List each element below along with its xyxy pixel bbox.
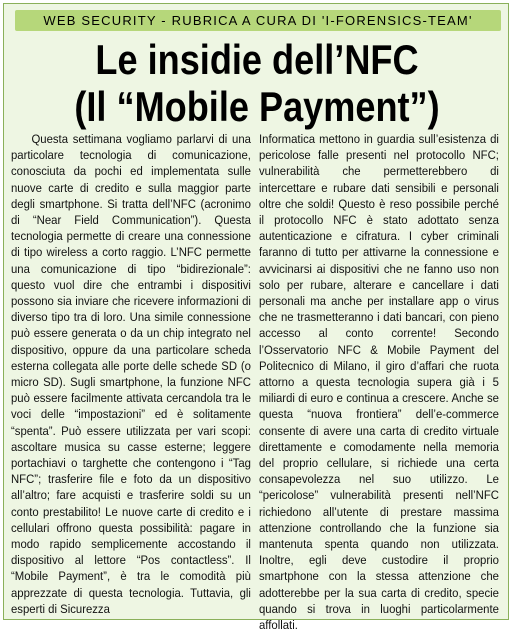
article-title: Le insidie dell’NFC xyxy=(95,36,419,83)
article-column-left xyxy=(11,131,251,617)
article-text-left: Questa settimana vogliamo parlarvi di una particolare tecnologia di comunicazione, conosciuta da pochi ed implementata sulle nuove carte di credito e sulla maggior parte degli smartphone. Si tratta dell’NFC (acronimo di “Near Field Communication”). Questa tecnologia permette di creare una connessione di tipo wireless a corto raggio. L’NFC permette una comunicazione di tipo “bidirezionale”: questo vuol dire che entrambi i dispositivi possono sia inviare che ricevere informazioni di diverso tipo tra di loro. Una simile connessione può essere generata o da un chip integrato nel dispositivo, oppure da una particolare scheda esterna collegata alle porte delle schede SD (o micro SD). Sugli smartphone, la funzione NFC può essere facilmente attivata cercandola tra le voci delle “impostazioni” ed è solitamente “spenta”. Può essere utilizzata per vari scopi: ascoltare musica su casse esterne; leggere portachiavi o targhette che contengono i “Tag NFC”; trasferire file e foto da un dispositivo all’altro; fare acquisti e trasferire soldi su un conto prestabilito! Le nuove carte di credito e i cellulari offrono questa possibilità: pagare in modo rapido semplicemente accostando il dispositivo al lettore “Pos contactless”. Il “Mobile Payment”, è tra le comodità più apprezzate di questa tecnologia. Tuttavia, gli esperti di Sicurezza xyxy=(11,132,251,616)
article-page xyxy=(3,3,509,633)
article-column-right xyxy=(259,131,499,633)
article-subtitle: (Il “Mobile Payment”) xyxy=(74,83,440,130)
rubric-header: WEB SECURITY - RUBRICA A CURA DI 'I-FORENSICS-TEAM' xyxy=(15,10,501,31)
article-text-right: Informatica mettono in guardia sull’esistenza di pericolose falle presenti nel protocollo NFC; vulnerabilità che permetterebbero di intercettare e rubare dati sensibili e personali oltre che soldi! Questo è reso possibile perché il protocollo NFC è stato adottato senza autenticazione e cifratura. I cyber criminali faranno di tutto per attivarne la connessione e avvicinarsi ai dispositivi che ne fanno uso non solo per rubare, alterare e cancellare i dati personali ma anche per installare app o virus che ne trasmetteranno i dati bancari, con pieno accesso al conto corrente! Secondo l’Osservatorio NFC & Mobile Payment del Politecnico di Milano, il giro d’affari che ruota attorno a questa tecnologia supera già i 5 miliardi di euro e continua a crescere. Anche se questa “nuova frontiera” dell’e-commerce consente di avere una carta di credito virtuale direttamente e comodamente nella memoria del proprio cellulare, si richiede una certa consapevolezza nel suo utilizzo. Le “pericolose” vulnerabilità presenti nell’NFC richiedono all’utente di prestare massima attenzione controllando che la funzione sia mantenuta spenta quando non utilizzata. Inoltre, egli deve custodire il proprio smartphone con la stessa attenzione che adotterebbe per la sua carta di credito, specie quando si trova in luoghi particolarmente affollati. xyxy=(259,132,499,633)
